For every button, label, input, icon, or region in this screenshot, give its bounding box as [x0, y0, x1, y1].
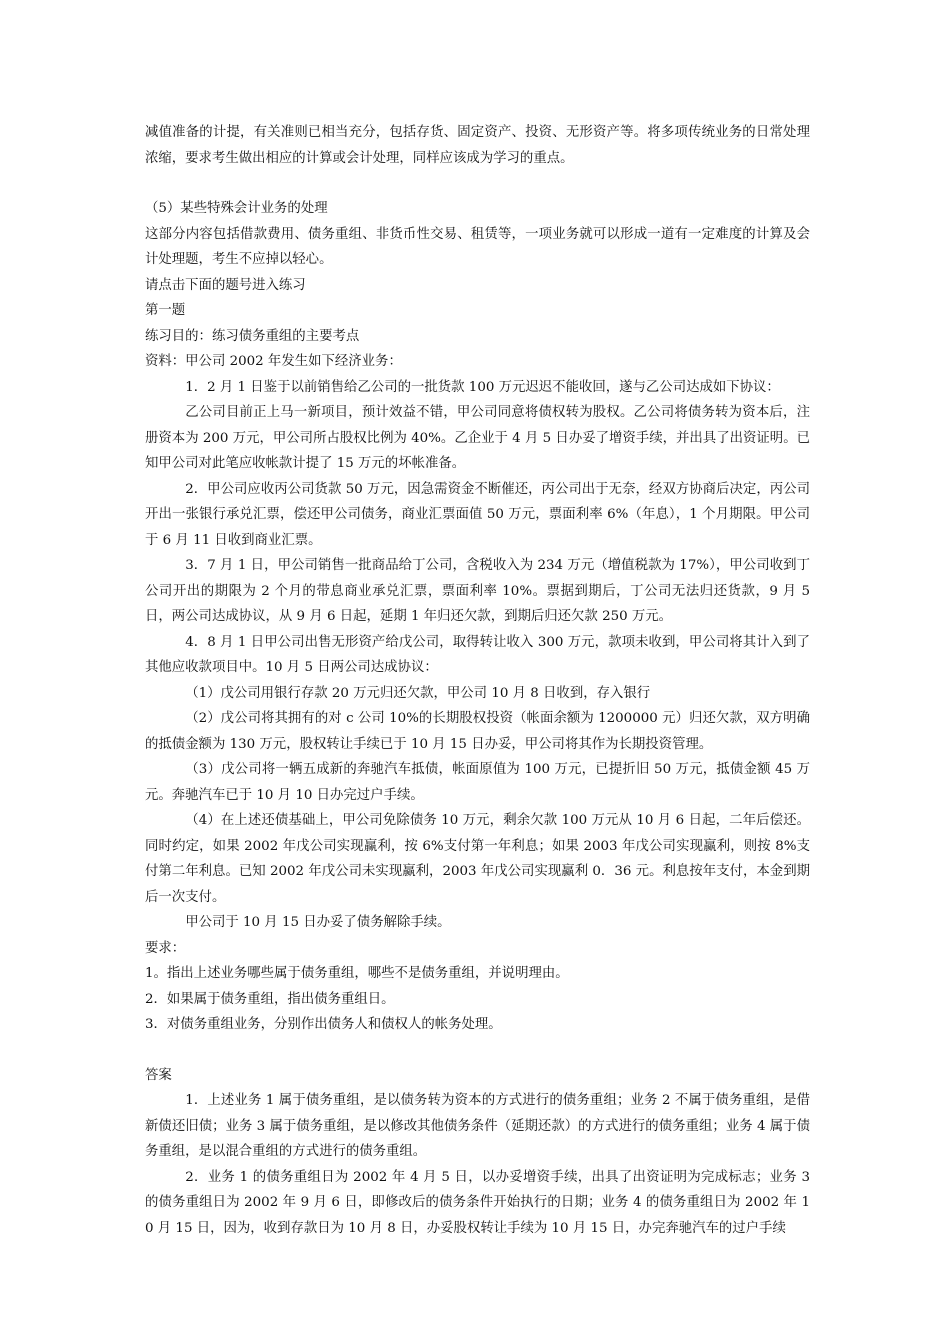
answer-label: 答案 [145, 1067, 172, 1083]
document-page [145, 120, 810, 1241]
material-intro: 资料：甲公司 2002 年发生如下经济业务： [145, 354, 402, 369]
requirement-2: 2．如果属于债务重组，指出债务重组日。 [145, 991, 395, 1007]
requirement-1: 1。指出上述业务哪些属于债务重组，哪些不是债务重组，并说明理由。 [145, 966, 569, 981]
sub-item-1: （1）戊公司用银行存款 20 万元归还欠款，甲公司 10 月 8 日收到，存入银行 [185, 685, 651, 701]
item-1-line: 1．2 月 1 日鉴于以前销售给乙公司的一批货款 100 万元迟迟不能收回，遂与乙公司达成如下协议： [185, 379, 780, 395]
sub-item-2: （2）戊公司将其拥有的对 c 公司 10%的长期股权投资（帐面余额为 1200000 元）归还欠款，双方明确的抵债金额为 130 万元，股权转让手续已于 10 月 15 日办妥，甲公司将其作为长期投资管理。 [145, 711, 810, 752]
practice-prompt: 请点击下面的题号进入练习 [145, 277, 306, 293]
sub-item-3: （3）戊公司将一辆五成新的奔驰汽车抵债，帐面原值为 100 万元，已提折旧 50 万元，抵债金额 45 万元。奔驰汽车已于 10 月 10 日办完过户手续。 [145, 762, 810, 803]
item-4: 4．8 月 1 日甲公司出售无形资产给戊公司，取得转让收入 300 万元，款项未收到，甲公司将其计入到了其他应收款项目中。10 月 5 日两公司达成协议： [145, 634, 810, 675]
spacer [145, 171, 810, 196]
question-title: 第一题 [145, 303, 186, 318]
section-heading: （5）某些特殊会计业务的处理 [145, 201, 328, 216]
item-3: 3．7 月 1 日，甲公司销售一批商品给丁公司，含税收入为 234 万元（增值税款为 17%），甲公司收到丁公司开出的期限为 2 个月的带息商业承兑汇票，票面利率 10%。票据到期后，丁公司无法归还货款，9 月 5 日，两公司达成协议，从 9 月 6 日起，延期 1 年归还欠款，到期后归还欠款 250 万元。 [145, 558, 810, 624]
practice-purpose: 练习目的：练习债务重组的主要考点 [145, 328, 360, 344]
answer-2: 2．业务 1 的债务重组日为 2002 年 4 月 5 日，以办妥增资手续，出具了出资证明为完成标志；业务 3 的债务重组日为 2002 年 9 月 6 日，即修改后的债务条件开始执行的日期；业务 4 的债务重组日为 2002 年 10 月 15 日，因为，收到存款日为 10 月 8 日，办妥股权转让手续为 10 月 15 日，办完奔驰汽车的过户手续 [145, 1169, 810, 1236]
answer-1: 1．上述业务 1 属于债务重组，是以债务转为资本的方式进行的债务重组；业务 2 不属于债务重组，是借新债还旧债；业务 3 属于债务重组，是以修改其他债务条件（延期还款）的方式进行的债务重组；业务 4 属于债务重组，是以混合重组的方式进行的债务重组。 [145, 1093, 810, 1159]
requirements-label: 要求： [145, 940, 186, 956]
intro-paragraph: 减值准备的计提，有关准则已相当充分，包括存货、固定资产、投资、无形资产等。将多项传统业务的日常处理浓缩，要求考生做出相应的计算或会计处理，同样应该成为学习的重点。 [145, 125, 810, 166]
sub-item-4: （4）在上述还债基础上，甲公司免除债务 10 万元，剩余欠款 100 万元从 10 月 6 日起，二年后偿还。同时约定，如果 2002 年戊公司实现赢利，按 6%支付第一年利息；如果 2003 年戊公司实现赢利，则按 8%支付第二年利息。已知 2002 年戊公司未实现赢利，2003 年戊公司实现赢利 0．36 元。利息按年支付，本金到期后一次支付。 [145, 813, 810, 905]
spacer [145, 1038, 810, 1063]
item-1-detail: 乙公司目前正上马一新项目，预计效益不错，甲公司同意将债权转为股权。乙公司将债务转为资本后，注册资本为 200 万元，甲公司所占股权比例为 40%。乙企业于 4 月 5 日办妥了增资手续，并出具了出资证明。已知甲公司对此笔应收帐款计提了 15 万元的坏帐准备。 [145, 405, 810, 471]
item-2: 2．甲公司应收丙公司货款 50 万元，因急需资金不断催还，丙公司出于无奈，经双方协商后决定，丙公司开出一张银行承兑汇票，偿还甲公司债务，商业汇票面值 50 万元，票面利率 6%（年息），1 个月期限。甲公司于 6 月 11 日收到商业汇票。 [145, 481, 810, 548]
debt-release-note: 甲公司于 10 月 15 日办妥了债务解除手续。 [185, 915, 451, 930]
requirement-3: 3．对债务重组业务，分别作出债务人和债权人的帐务处理。 [145, 1017, 502, 1032]
section-body: 这部分内容包括借款费用、债务重组、非货币性交易、租赁等，一项业务就可以形成一道有一定难度的计算及会计处理题，考生不应掉以轻心。 [145, 226, 810, 267]
